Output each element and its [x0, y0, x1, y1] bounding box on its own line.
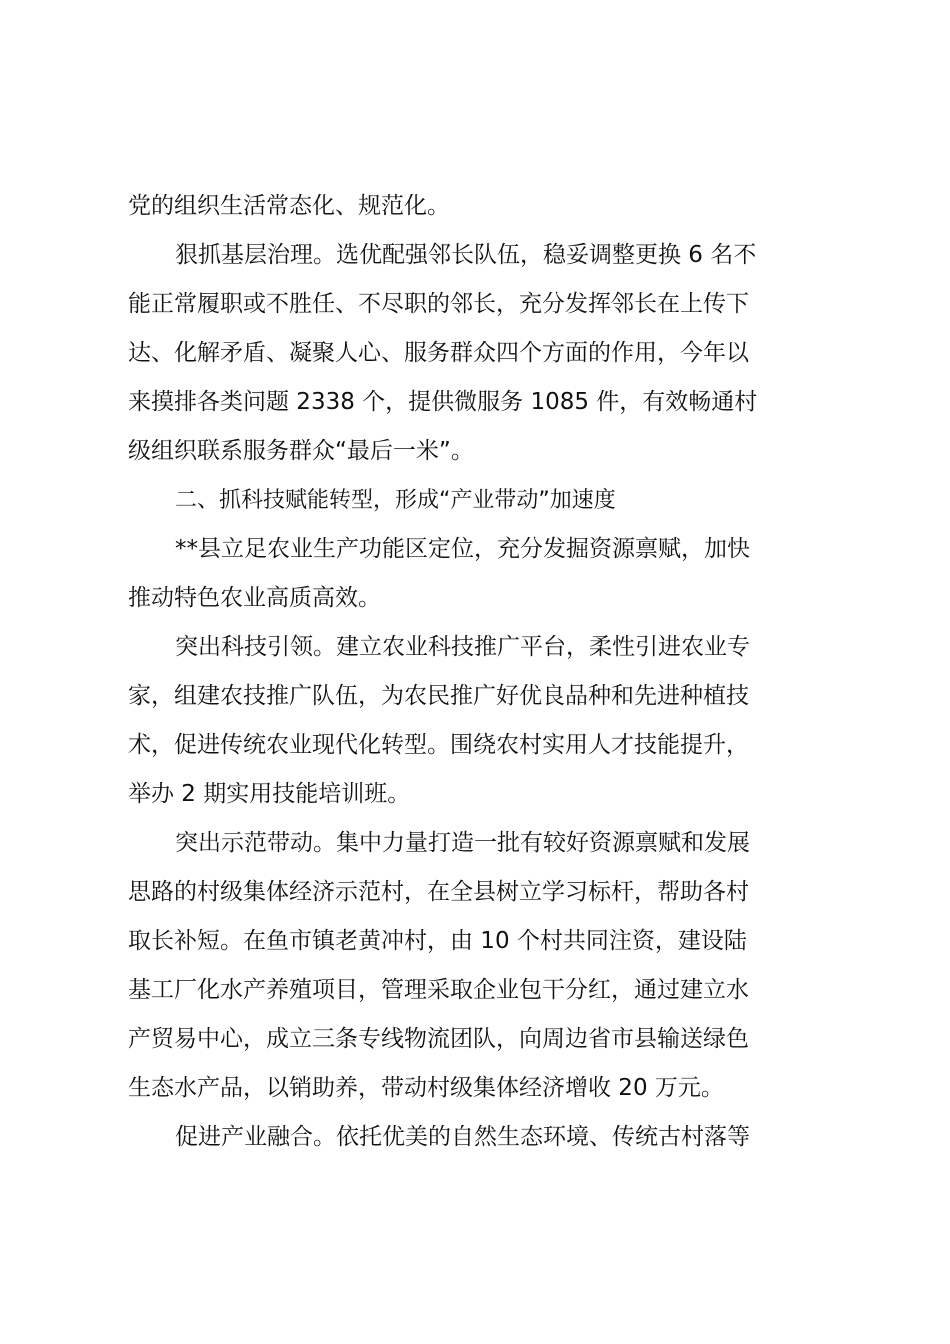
- text-line: 家，组建农技推广队伍，为农民推广好优良品种和先进种植技: [128, 683, 749, 709]
- text-line: 基工厂化水产养殖项目，管理采取企业包干分红，通过建立水: [128, 977, 749, 1003]
- text-line: 思路的村级集体经济示范村，在全县树立学习标杆，帮助各村: [128, 879, 749, 905]
- paragraph-start-line: **县立足农业生产功能区定位，充分发掘资源禀赋，加快: [175, 536, 750, 562]
- text-line: 举办 2 期实用技能培训班。: [128, 781, 411, 807]
- text-line: 术，促进传统农业现代化转型。围绕农村实用人才技能提升，: [128, 732, 749, 758]
- text-line: 党的组织生活常态化、规范化。: [128, 193, 450, 219]
- text-line: 达、化解矛盾、凝聚人心、服务群众四个方面的作用，今年以: [128, 340, 749, 366]
- paragraph-start-line: 促进产业融合。依托优美的自然生态环境、传统古村落等: [175, 1124, 750, 1150]
- text-line: 产贸易中心，成立三条专线物流团队，向周边省市县输送绿色: [128, 1026, 749, 1052]
- text-line: 推动特色农业高质高效。: [128, 585, 381, 611]
- paragraph-start-line: 突出科技引领。建立农业科技推广平台，柔性引进农业专: [175, 634, 750, 660]
- text-line: 取长补短。在鱼市镇老黄冲村，由 10 个村共同注资，建设陆: [128, 928, 747, 954]
- paragraph-start-line: 突出示范带动。集中力量打造一批有较好资源禀赋和发展: [175, 830, 750, 856]
- text-line: 级组织联系服务群众“最后一米”。: [128, 438, 474, 464]
- text-line: 生态水产品，以销助养，带动村级集体经济增收 20 万元。: [128, 1075, 724, 1101]
- document-body: [128, 182, 832, 1162]
- paragraph-start-line: 狠抓基层治理。选优配强邻长队伍，稳妥调整更换 6 名不: [175, 242, 757, 268]
- text-line: 能正常履职或不胜任、不尽职的邻长，充分发挥邻长在上传下: [128, 291, 749, 317]
- section-heading: 二、抓科技赋能转型，形成“产业带动”加速度: [175, 488, 616, 513]
- text-line: 来摸排各类问题 2338 个，提供微服务 1085 件，有效畅通村: [128, 389, 758, 415]
